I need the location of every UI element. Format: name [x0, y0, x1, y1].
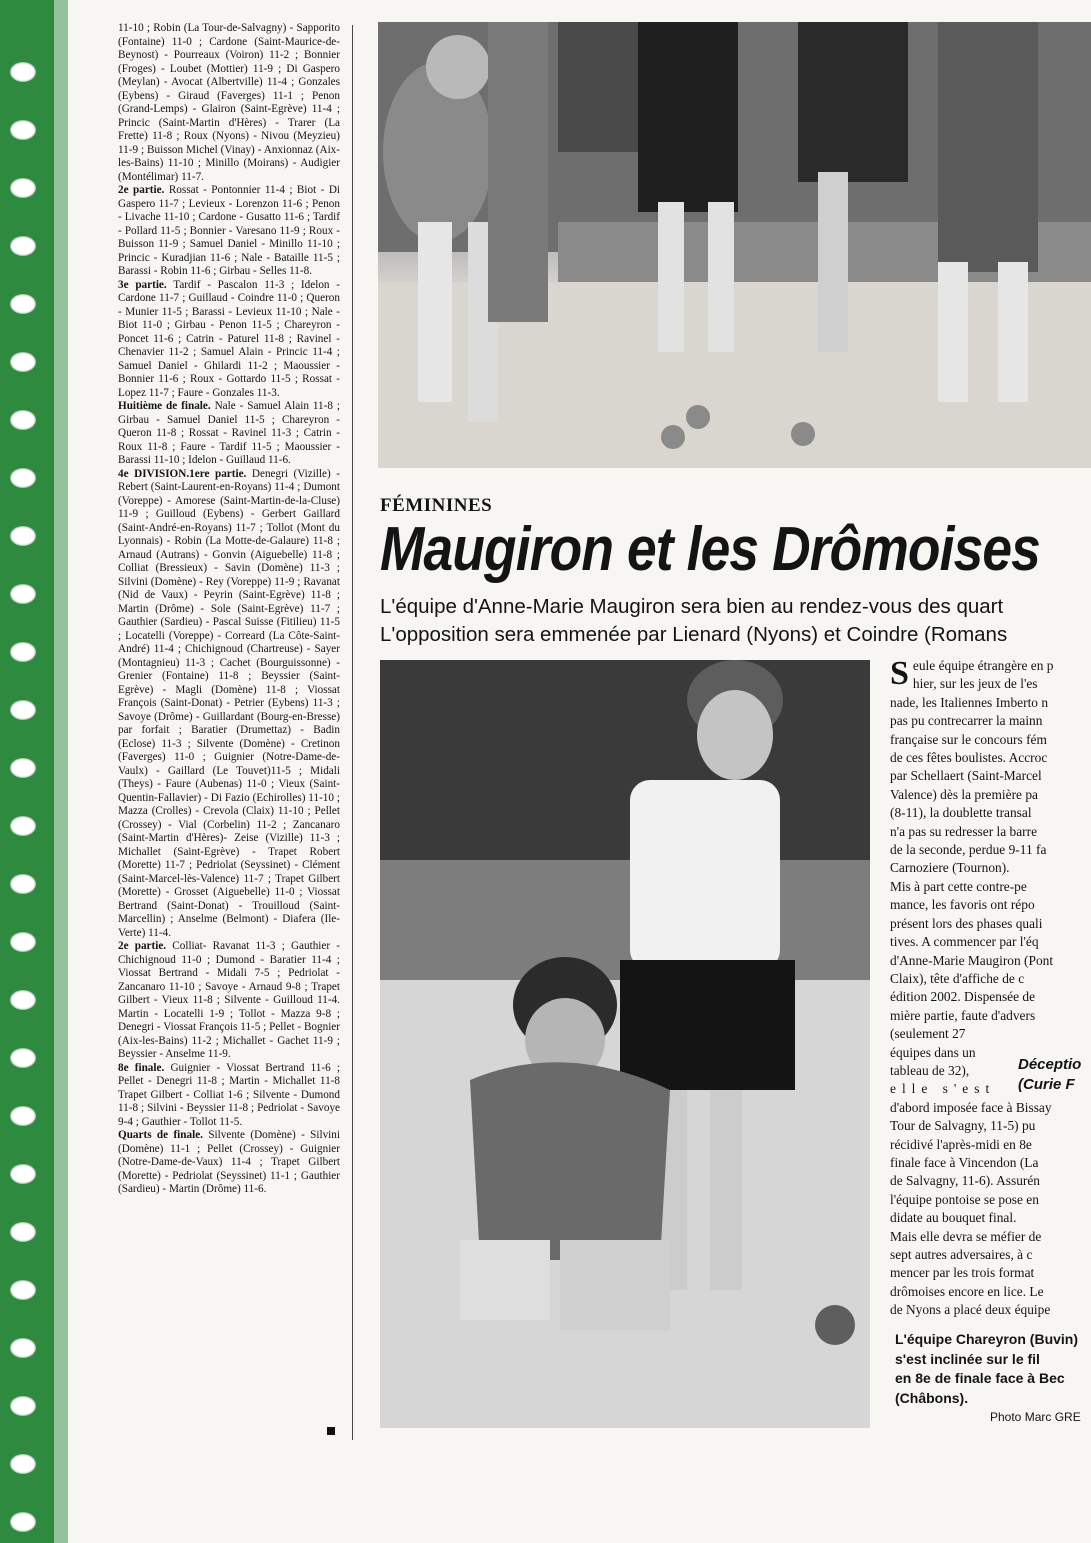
binder-hole — [10, 1512, 36, 1532]
body-line: de ces fêtes boulistes. Accroc — [890, 750, 1048, 766]
body-line: finale face à Vincendon (La — [890, 1154, 1039, 1170]
article-headline: Maugiron et les Drômoises — [380, 515, 1040, 584]
drop-cap: S — [890, 657, 909, 692]
binder-hole — [10, 1048, 36, 1068]
results-heading: Huitième de finale. — [118, 400, 211, 412]
end-of-article-mark — [327, 1427, 335, 1435]
body-line: n'a pas su redresser la barre — [890, 823, 1038, 839]
body-line: Tour de Salvagny, 11-5) pu — [890, 1118, 1036, 1134]
binder-hole — [10, 816, 36, 836]
women-players-illustration — [380, 660, 870, 1428]
results-heading: 4e DIVISION.1ere partie. — [118, 467, 247, 480]
results-column — [118, 22, 340, 1197]
binder-hole — [10, 1338, 36, 1358]
photo-caption — [895, 1330, 1091, 1408]
photo-credit: Photo Marc GRE — [990, 1410, 1081, 1424]
results-heading: 2e partie. — [118, 940, 167, 952]
results-paragraph — [118, 22, 340, 184]
column-rule — [352, 25, 353, 1440]
body-line: Claix), tête d'affiche de c — [890, 970, 1025, 986]
results-text: Rossat - Pontonnier 11-4 ; Biot - Di Gaspero 11-7 ; Levieux - Lorenzon 11-6 ; Penon - Livache 11-10 ; Cardone - Gusatto 11-6 ; Tardif - Pollard 11-5 ; Bonnier - Varesano 11-9 ; Roux - Buisson 11-9 ; Samuel Daniel - Minillo 11-10 ; Princic - Kuradjian 11-6 ; Nale - Bataille 11-5 ; Barassi - Robin 11-6 ; Girbau - Selles 11-8. — [118, 184, 341, 277]
binder-hole — [10, 468, 36, 488]
body-line: de Salvagny, 11-6). Assurén — [890, 1173, 1040, 1189]
binder-hole — [10, 700, 36, 720]
results-text: Denegri (Vizille) - Rebert (Saint-Laurent-en-Royans) 11-4 ; Dumont (Voreppe) - Amorese (Saint-Martin-de-la-Cluse) 11-9 ; Guilloud (Eybens) - Gerbert Gaillard (Saint-André-en-Royans) 11-7 ; Tollot (Mont du Lyonnais) - Robin (La Motte-de-Galaure) 11-8 ; Arnaud (Autrans) - Gonvin (Aiguebelle) 11-8 ; Colliat (Bressieux) - Savin (Domène) 11-3 ; Silvini (Domène) - Rey (Voreppe) 11-9 ; Ravanat (Nid de Vaux) - Peyrin (Saint-Egrève) 11-8 ; Martin (Drôme) - Sole (Saint-Egrève) 11-7 ; Gauthier (Sardieu) - Pascal Suisse (Fitilieu) 11-5 ; Locatelli (Voreppe) - Correard (La Côte-Saint-André) 11-4 ; Chichignoud (Chartreuse) - Sayer (Montagnieu) 11-3 ; Cachet (Bourguissonne) - Grenier (Fontaine) 11-8 ; Beyssier (Saint-Egrève) - Magli (Domène) 11-8 ; Viossat François (Saint-Donat) - Petrier (Eybens) 11-3 ; Savoye (Drôme) - Guillardant (Bourg-en-Bresse) par forfait ; Baratier (Drumettaz) - Badin (Eclose) 11-3 ; Silvente (Domène) - Cretinon (Faverges) 11-0 ; Guignier (Notre-Dame-de-Vaulx) - Gaillard (Le Touvet)11-5 ; Midali (Theys) - Faure (Aubenas) 11-0 ; Vieux (Saint-Quentin-Fallavier) - Di Fazio (Echirolles) 11-10 ; Mazza (Crolles) - Crevola (Claix) 11-10 ; Pellet (Crossey) - Vial (Corbelin) 11-2 ; Zancanaro (Saint-Martin d'Hères)- Zeise (Vizille) 11-3 ; Michallet (Saint-Egrève) - Trapet Robert (Morette) 11-7 ; Pedriolat (Seyssinet) - Clément (Saint-Marcel-lès-Valence) 11-7 ; Trapet Gilbert (Morette) - Grosset (Aiguebelle) 11-0 ; Viossat Bertrand (Saint-Donat) - Trouilloud (Saint-Marcellin) ; Anselme (Belmont) - Diafera (Ile-Verte) 11-4. — [118, 467, 340, 939]
results-paragraph — [118, 1129, 340, 1197]
results-heading: 2e partie. — [118, 184, 165, 196]
article-standfirst — [380, 593, 1091, 649]
binder-hole — [10, 1106, 36, 1126]
body-line: de Nyons a placé deux équipe — [890, 1302, 1051, 1318]
results-paragraph — [118, 1062, 340, 1130]
binder-hole — [10, 236, 36, 256]
body-line: française sur le concours fém — [890, 731, 1047, 747]
binder-hole — [10, 990, 36, 1010]
binder-strip — [0, 0, 54, 1543]
inset-line: (Curie F — [1018, 1076, 1075, 1093]
binder-hole — [10, 1164, 36, 1184]
article-body — [890, 657, 1091, 1320]
results-paragraph — [118, 400, 340, 468]
body-line: hier, sur les jeux de l'es — [912, 676, 1038, 692]
binder-hole — [10, 120, 36, 140]
body-line: l'équipe pontoise se pose en — [890, 1191, 1039, 1207]
binder-hole — [10, 410, 36, 430]
body-line: d'Anne-Marie Maugiron (Pont — [890, 952, 1054, 968]
women-players-photo — [380, 660, 870, 1428]
results-text: 11-10 ; Robin (La Tour-de-Salvagny) - Sapporito (Fontaine) 11-0 ; Cardone (Saint-Maurice-de-Beynost) - Pourreaux (Voiron) 11-2 ; Bonnier (Froges) - Loubet (Mottier) 11-9 ; Di Gaspero (Meylan) - Avocat (Albertville) 11-4 ; Gonzales (Eybens) - Giraud (Faverges) 11-1 ; Penon (Grand-Lemps) - Glairon (Saint-Egrève) 11-4 ; Princic (Saint-Martin d'Hères) - Trarer (La Frette) 11-8 ; Roux (Nyons) - Nivou (Meyzieu) 11-9 ; Buisson Michel (Vinay) - Anxionnaz (Aix-les-Bains) 11-10 ; Minillo (Moirans) - Audigier (Montélimar) 11-7. — [118, 22, 340, 183]
body-line: (8-11), la doublette transal — [890, 805, 1032, 821]
players-photo — [378, 22, 1091, 468]
results-heading: 8e finale. — [118, 1061, 165, 1074]
binder-hole — [10, 874, 36, 894]
body-line: drômoises encore en lice. Le — [890, 1283, 1044, 1299]
caption-line: en 8e de finale face à Bec — [895, 1370, 1065, 1386]
binder-hole — [10, 352, 36, 372]
results-text: Silvente (Domène) - Silvini (Domène) 11-1 ; Pellet (Crossey) - Guignier (Notre-Dame-de-Vaux) 11-4 ; Trapet Gilbert (Morette) - Pedriolat (Seyssinet) 11-1 ; Gauthier (Sardieu) - Martin (Drôme) 11-6. — [118, 1129, 340, 1195]
sleeve-edge — [54, 0, 68, 1543]
binder-hole — [10, 62, 36, 82]
caption-line: s'est inclinée sur le fil — [895, 1350, 1040, 1367]
body-line: tives. A commencer par l'éq — [890, 934, 1039, 950]
results-paragraph — [118, 468, 340, 941]
body-line: de la seconde, perdue 9-11 fa — [890, 842, 1047, 858]
body-line: didate au bouquet final. — [890, 1210, 1017, 1226]
body-line: d'abord imposée face à Bissay — [890, 1099, 1052, 1115]
results-heading: Quarts de finale. — [118, 1129, 203, 1141]
results-paragraph — [118, 184, 340, 279]
binder-hole — [10, 1222, 36, 1242]
inset-subhead — [1018, 1055, 1081, 1095]
body-line: mance, les favoris ont répo — [890, 897, 1035, 913]
standfirst-line: L'opposition sera emmenée par Lienard (Nyons) et Coindre (Romans — [380, 623, 1008, 646]
body-line: nade, les Italiennes Imberto n — [890, 694, 1049, 710]
binder-hole — [10, 178, 36, 198]
binder-hole — [10, 1454, 36, 1474]
results-paragraph — [118, 940, 340, 1062]
body-line: Mis à part cette contre-pe — [890, 878, 1027, 894]
binder-hole — [10, 1280, 36, 1300]
body-line: édition 2002. Dispensée de — [890, 989, 1036, 1005]
body-line: par Schellaert (Saint-Marcel — [890, 768, 1042, 784]
results-text: Guignier - Viossat Bertrand 11-6 ; Pellet - Denegri 11-8 ; Martin - Michallet 11-8 Trapet Gilbert - Colliat 1-6 ; Silvente - Dumond 11-8 ; Silvini - Beyssier 11-8 ; Pedriolat - Savoye 9-4 ; Gauthier - Tollot 11-5. — [118, 1061, 340, 1128]
body-line: sept autres adversaires, à c — [890, 1247, 1033, 1262]
results-text: Colliat- Ravanat 11-3 ; Gauthier - Chichignoud 11-0 ; Dumond - Baratier 11-4 ; Viossat Bertrand - Midali 7-5 ; Pedriolat - Zancanaro 11-10 ; Savoye - Arnaud 9-8 ; Trapet Gilbert - Vieux 11-8 ; Silvente - Guilloud 11-4. Martin - Locatelli 1-9 ; Tollot - Mazza 9-8 ; Denegri - Viossat François 11-5 ; Pellet - Bognier (Aix-les-Bains) 11-2 ; Michallet - Gachet 11-9 ; Beyssier - Anselme 11-9. — [118, 940, 340, 1060]
binder-hole — [10, 758, 36, 778]
inset-line: Déceptio — [1018, 1056, 1082, 1073]
body-line: (seulement 27 — [890, 1026, 966, 1042]
body-line: mière partie, faute d'advers — [890, 1007, 1036, 1023]
binder-hole — [10, 1396, 36, 1416]
binder-hole — [10, 526, 36, 546]
body-line: mencer par les trois format — [890, 1265, 1035, 1281]
body-line: Valence) dès la première pa — [890, 786, 1038, 802]
caption-line: (Châbons). — [895, 1389, 969, 1406]
binder-hole — [10, 642, 36, 662]
results-text: Nale - Samuel Alain 11-8 ; Girbau - Samuel Daniel 11-5 ; Chareyron - Queron 11-8 ; Rossat - Ravinel 11-3 ; Catrin - Roux 11-8 ; Faure - Tardif 11-5 ; Maoussier - Barassi 11-10 ; Idelon - Guillaud 11-6. — [118, 400, 340, 466]
article-kicker: FÉMININES — [380, 495, 493, 516]
results-text: Tardif - Pascalon 11-3 ; Idelon - Cardone 11-7 ; Guillaud - Coindre 11-0 ; Queron - Munier 11-5 ; Barassi - Levieux 11-10 ; Nale - Biot 11-0 ; Girbau - Penon 11-5 ; Chareyron - Poncet 11-6 ; Catrin - Paturel 11-8 ; Ravinel - Chenavier 11-2 ; Samuel Alain - Princic 11-4 ; Samuel Daniel - Ghilardi 11-2 ; Maoussier - Bonnier 11-6 ; Roux - Gottardo 11-5 ; Rossat - Lopez 11-7 ; Faure - Gonzales 11-3. — [118, 278, 341, 399]
body-line: Mais elle devra se méfier de — [890, 1228, 1042, 1244]
results-heading: 3e partie. — [118, 278, 167, 291]
binder-hole — [10, 932, 36, 952]
players-illustration — [378, 22, 1091, 468]
body-line: tableau de 32), — [890, 1062, 970, 1078]
body-line: présent lors des phases quali — [890, 915, 1043, 931]
binder-hole — [10, 584, 36, 604]
caption-line: L'équipe Chareyron (Buvin) — [895, 1331, 1079, 1347]
binder-hole — [10, 294, 36, 314]
body-line: équipes dans un — [890, 1044, 976, 1060]
body-line: elle s'est — [890, 1081, 996, 1097]
body-line: pas pu contrecarrer la mainn — [890, 713, 1043, 729]
standfirst-line: L'équipe d'Anne-Marie Maugiron sera bien au rendez-vous des quart — [380, 595, 1004, 618]
body-line: Carnoziere (Tournon). — [890, 860, 1010, 876]
body-line: eule équipe étrangère en p — [912, 658, 1054, 673]
results-paragraph — [118, 279, 340, 401]
body-line: récidivé l'après-midi en 8e — [890, 1136, 1032, 1152]
